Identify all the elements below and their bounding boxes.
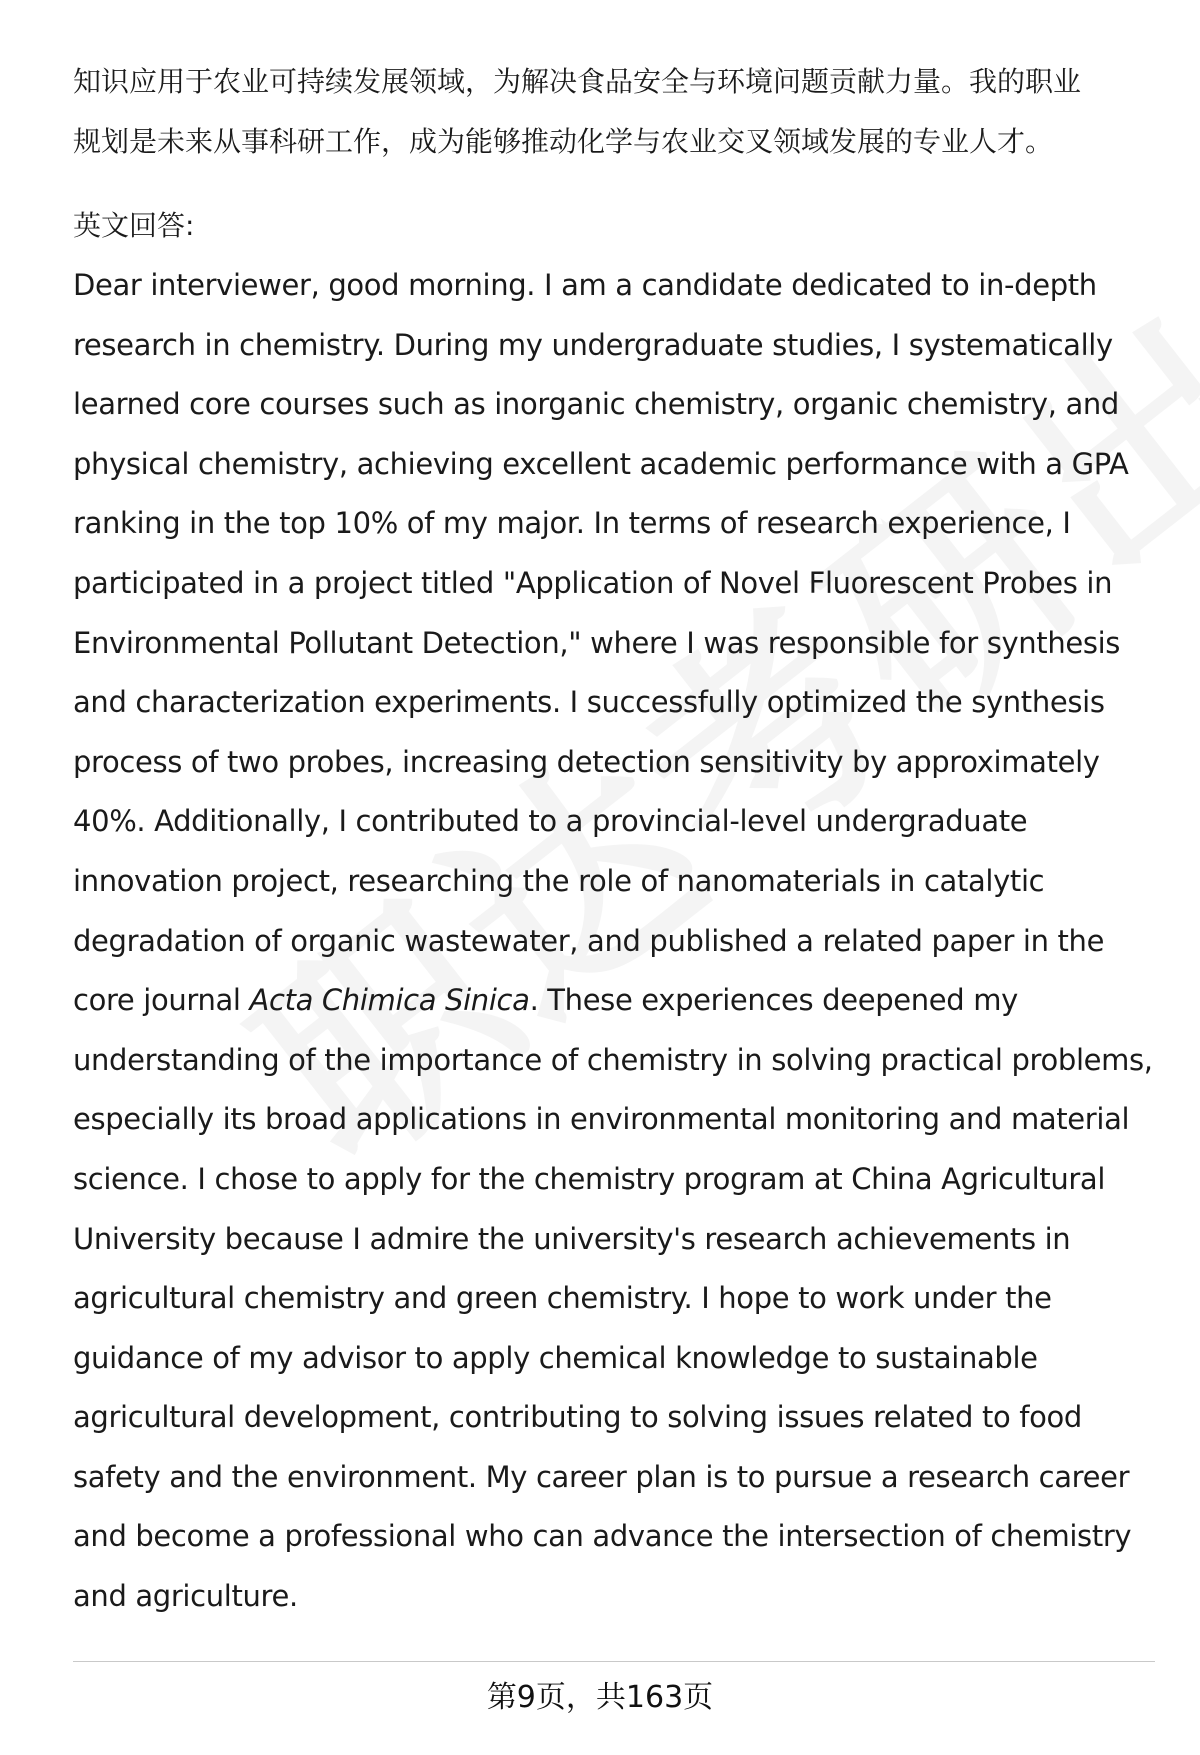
english-line: science. I chose to apply for the chemistry program at China Agricultural [73,1161,1106,1196]
english-line: research in chemistry. During my undergraduate studies, I systematically [73,327,1113,362]
english-line: Environmental Pollutant Detection," where I was responsible for synthesis [73,625,1121,660]
chinese-line: 规划是未来从事科研工作，成为能够推动化学与农业交叉领域发展的专业人才。 [73,125,1054,158]
english-line: agricultural chemistry and green chemistry. I hope to work under the [73,1281,1052,1316]
english-line: University because I admire the university's research achievements in [73,1221,1071,1256]
english-answer-paragraph [73,256,1163,1627]
english-line: agricultural development, contributing to solving issues related to food [73,1400,1082,1435]
english-line-journal [73,971,1163,1031]
english-line: safety and the environment. My career plan is to pursue a research career [73,1459,1130,1494]
english-line: degradation of organic wastewater, and published a related paper in the [73,923,1105,958]
english-line: understanding of the importance of chemistry in solving practical problems, [73,1042,1153,1077]
english-line: participated in a project titled "Application of Novel Fluorescent Probes in [73,565,1113,600]
english-line: innovation project, researching the role of nanomaterials in catalytic [73,863,1045,898]
journal-line-after: . These experiences deepened my [529,983,1018,1018]
page-number: 第9页，共163页 [486,1680,714,1715]
english-line: physical chemistry, achieving excellent academic performance with a GPA [73,446,1129,481]
english-line: and become a professional who can advance the intersection of chemistry [73,1519,1132,1554]
english-line: guidance of my advisor to apply chemical knowledge to sustainable [73,1340,1038,1375]
chinese-line: 知识应用于农业可持续发展领域，为解决食品安全与环境问题贡献力量。我的职业 [73,65,1082,98]
english-line: 40%. Additionally, I contributed to a provincial-level undergraduate [73,804,1028,839]
journal-line-before: core journal [73,983,250,1018]
english-line: Dear interviewer, good morning. I am a candidate dedicated to in-depth [73,268,1097,302]
page-content [73,52,1163,1627]
journal-title: Acta Chimica Sinica [249,983,530,1018]
english-line: and characterization experiments. I successfully optimized the synthesis [73,685,1105,720]
english-answer-label: 英文回答: [73,209,195,242]
english-line: process of two probes, increasing detection sensitivity by approximately [73,744,1100,779]
chinese-paragraph-continuation [73,52,1163,172]
footer-divider [73,1661,1155,1662]
english-line: learned core courses such as inorganic chemistry, organic chemistry, and [73,387,1119,422]
english-line: especially its broad applications in environmental monitoring and material [73,1102,1130,1137]
english-line: and agriculture. [73,1579,298,1614]
english-line: ranking in the top 10% of my major. In terms of research experience, I [73,506,1071,541]
